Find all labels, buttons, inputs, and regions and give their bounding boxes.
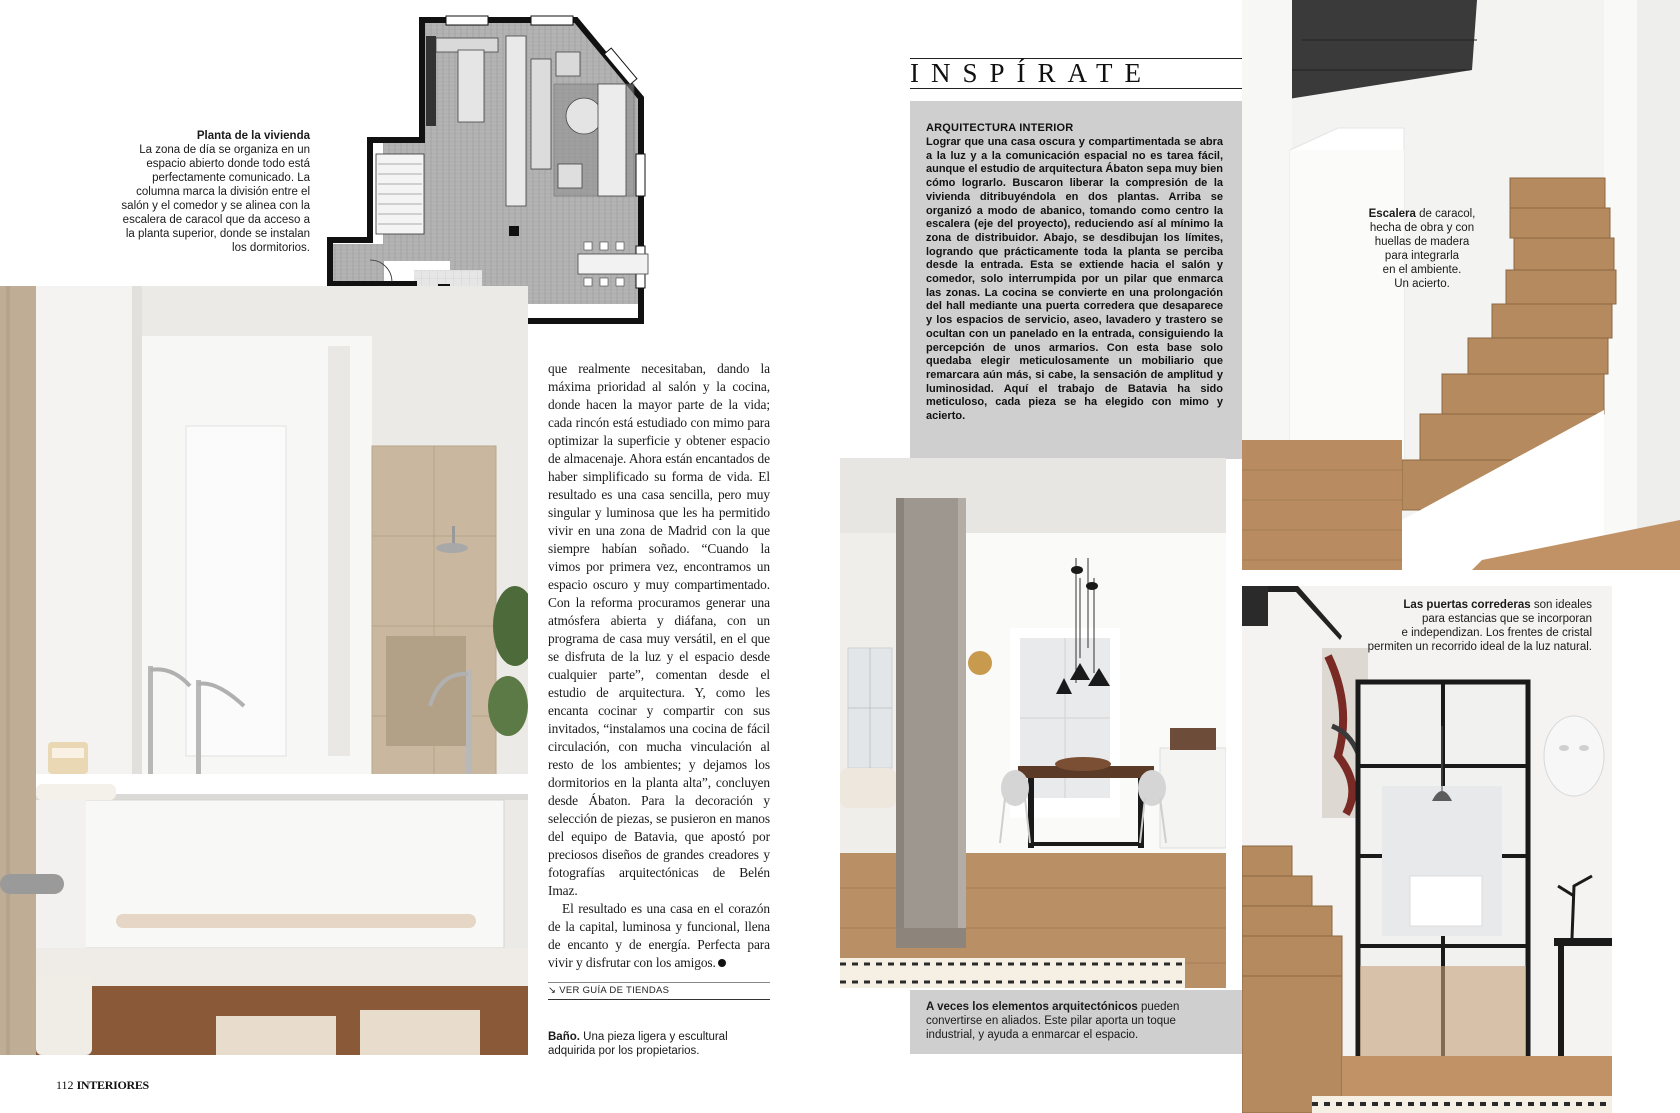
- page-number: 112: [56, 1078, 74, 1092]
- article-paragraph-closing: [548, 900, 770, 972]
- article-paragraph-text: El resultado es una casa en el corazón de la capital, luminosa y funcional, llena de encanto y de energía. Perfecta para vivir y disfrutar con los amigos.: [548, 901, 770, 970]
- doors-caption-line: e independizan. Los frentes de cristal: [1401, 627, 1592, 639]
- magazine-name: INTERIORES: [76, 1078, 149, 1092]
- doors-caption-text: son ideales: [1533, 599, 1592, 611]
- header-rule-bottom: [910, 88, 1242, 89]
- dining-caption-box: [910, 990, 1242, 1054]
- shop-guide-label: VER GUÍA DE TIENDAS: [559, 985, 670, 996]
- plan-caption-text: La zona de día se organiza en un espacio abierto donde todo está perfectamente comunicado. La columna marca la división entre el salón y el comedor y se alinea con la escalera de caracol que da acceso a la planta superior, donde se instalan los dormitorios.: [121, 144, 310, 254]
- dining-caption: [926, 1000, 1226, 1042]
- article-paragraph: que realmente necesitaban, dando la máxima prioridad al salón y la cocina, donde hacen la mayor parte de la vida; cada rincón está estudiado con mimo para optimizar la superficie y obtener espacio de almacenaje. Ahora están encantados de haber simplificado su forma de vida. El resultado es una casa sencilla, pero muy singular y luminosa que les ha permitido vivir en una zona de Madrid con la que siempre habían soñado. “Cuando la vimos por primera vez, encontramos un espacio oscuro y muy compartimentado. Con la reforma procuramos generar una atmósfera abierta y diáfana, con un programa de casa muy versátil, en el que se disfruta de la luz y el espacio desde cualquier parte”, comentan desde el estudio de arquitectura. Y, como les encanta cocinar y compartir con sus invitados, “instalamos una cocina de fácil circulación, con mucha vinculación al resto de los ambientes; y dejamos los dormitorios en la planta alta”, concluyen desde Ábaton. Para la decoración y selección de piezas, se pusieron en manos del equipo de Batavia, que apostó por preciosos diseños de grandes creadores y fotografías arquitectónicas de Belén Imaz.: [548, 361, 770, 898]
- doors-caption-line: permiten un recorrido ideal de la luz natural.: [1367, 641, 1592, 653]
- shop-guide-link[interactable]: [548, 985, 770, 1000]
- page-folio: [56, 1078, 149, 1093]
- stair-caption-line: en el ambiente.: [1382, 264, 1462, 276]
- bathroom-caption-title: Baño.: [548, 1031, 580, 1043]
- stair-caption: [1352, 207, 1492, 291]
- glass-doors-photo: [1242, 586, 1612, 1113]
- sidebar-box: [910, 101, 1242, 459]
- doors-caption-line: para estancias que se incorporan: [1421, 613, 1592, 625]
- stair-caption-line: para integrarla: [1384, 250, 1460, 262]
- dining-photo: [840, 458, 1226, 988]
- guide-rule: [548, 982, 770, 983]
- plan-caption-title: Planta de la vivienda: [196, 130, 310, 142]
- dining-caption-text: pueden convertirse en aliados. Este pilar aporta un toque industrial, y ayuda a enmarcar el espacio.: [926, 1001, 1180, 1041]
- dining-caption-title: A veces los elementos arquitectónicos: [926, 1001, 1138, 1013]
- bathroom-caption-text: Una pieza ligera y escultural adquirida por los propietarios.: [548, 1031, 728, 1057]
- arrow-icon: ↘: [548, 985, 557, 996]
- end-of-article-bullet: [718, 959, 726, 967]
- stair-caption-line: Un acierto.: [1394, 278, 1450, 290]
- doors-caption-title: Las puertas correderas: [1403, 599, 1531, 611]
- stair-caption-text: de caracol,: [1419, 208, 1476, 220]
- stair-caption-line: [1352, 207, 1492, 221]
- bathroom-caption: [548, 1030, 770, 1058]
- sidebar-kicker: ARQUITECTURA INTERIOR: [926, 122, 1074, 134]
- plan-caption: [112, 129, 310, 255]
- doors-caption-line: [1326, 598, 1592, 612]
- bathroom-photo: [0, 286, 528, 1055]
- doors-caption: [1326, 598, 1592, 654]
- sidebar-text: Lograr que una casa oscura y compartimentada se abra a la luz y a la comunicación espacial no es tarea fácil, aunque el estudio de arquitectura Ábaton sepa muy bien cómo lograrlo. Buscaron liberar la compresión de la vivienda ditribuyéndola en dos plantas. Arriba se organizó a modo de abanico, tomando como centro la escalera (eje del proyecto), reduciendo así al mínimo la zona de distribuidor. Abajo, se desdibujan los límites, logrando que prácticamente toda la planta se perciba desde la entrada. Esta se extiende hacia el salón y comedor, solo interrumpida por un pilar que enmarca las zonas. La cocina se convierte en una prolongación del hall mediante una puerta corredera que desaparece y los espacios de servicio, aseo, lavadero y trastero se ocultan con un panelado en la entrada, consiguiendo la percepción de unos armarios. Con esta base solo quedaba elegir meticulosamente un mobiliario que remarcara aún más, si cabe, la sensación de amplitud y luminosidad. Aquí el trabajo de Batavia ha sido meticuloso, cada pieza se ha elegido con mimo y acierto.: [926, 136, 1223, 423]
- article-body: [548, 360, 770, 972]
- stair-caption-title: Escalera: [1368, 208, 1416, 220]
- section-header: INSPÍRATE: [910, 58, 1154, 88]
- stair-caption-line: hecha de obra y con: [1369, 222, 1475, 234]
- stair-caption-line: huellas de madera: [1374, 236, 1470, 248]
